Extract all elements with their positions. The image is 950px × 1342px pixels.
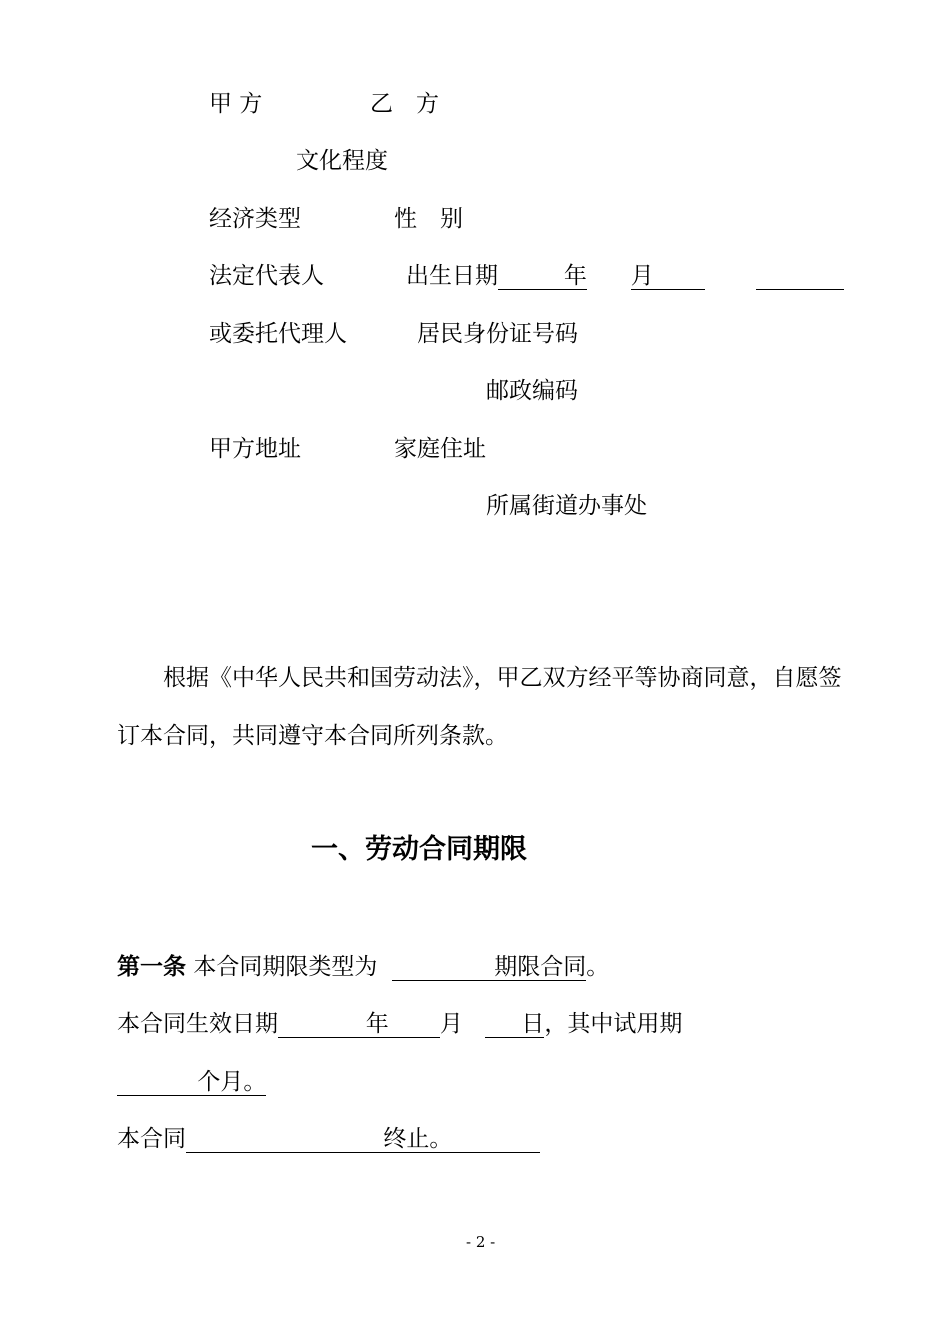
birth-date-label: 出生日期 bbox=[406, 263, 498, 289]
article-1-text: 本合同期限类型为 bbox=[193, 954, 378, 980]
id-number-label: 居民身份证号码 bbox=[417, 321, 578, 347]
birth-month-blank[interactable] bbox=[631, 263, 705, 290]
effective-year-label: 年 bbox=[365, 1011, 389, 1037]
months-label: 个月 bbox=[197, 1069, 244, 1095]
page-number: - 2 - bbox=[466, 1233, 496, 1251]
article-1-line bbox=[117, 953, 609, 981]
preamble-line-2: 订本合同，共同遵守本合同所列条款。 bbox=[117, 723, 508, 749]
preamble-line-1: 根据《中华人民共和国劳动法》，甲乙双方经平等协商同意，自愿签 bbox=[163, 665, 842, 691]
effective-date-line bbox=[117, 1010, 682, 1038]
economic-type-label: 经济类型 bbox=[209, 206, 301, 232]
article-1-label: 第一条 bbox=[117, 953, 186, 980]
effective-day-blank[interactable] bbox=[485, 1011, 545, 1038]
months-period: 。 bbox=[243, 1069, 267, 1095]
party-a-address-label: 甲方地址 bbox=[209, 436, 301, 462]
terminate-label: 终止。 bbox=[383, 1126, 453, 1152]
gender-label: 性 别 bbox=[394, 206, 463, 232]
contract-type-blank[interactable] bbox=[392, 954, 586, 981]
period-mark: 。 bbox=[586, 954, 610, 980]
section-heading: 一、劳动合同期限 bbox=[311, 834, 527, 865]
birth-month-label: 月 bbox=[630, 263, 654, 289]
party-b-label: 乙 方 bbox=[370, 91, 439, 117]
termination-blank[interactable] bbox=[186, 1126, 540, 1153]
legal-rep-label: 法定代表人 bbox=[209, 263, 324, 289]
effective-day-label: 日 bbox=[521, 1011, 545, 1037]
effective-year-blank[interactable] bbox=[278, 1011, 440, 1038]
probation-label: ，其中试用期 bbox=[544, 1011, 683, 1037]
termination-line bbox=[117, 1125, 540, 1153]
probation-months-blank[interactable] bbox=[117, 1069, 266, 1096]
party-a-label: 甲 方 bbox=[209, 91, 263, 117]
home-address-label: 家庭住址 bbox=[394, 436, 486, 462]
postal-code-label: 邮政编码 bbox=[486, 378, 578, 404]
birth-date-field bbox=[406, 262, 844, 290]
birth-year-blank[interactable] bbox=[498, 263, 587, 290]
contract-prefix: 本合同 bbox=[117, 1126, 186, 1152]
contract-type-suffix: 期限合同 bbox=[494, 954, 587, 980]
effective-month-label: 月 bbox=[439, 1011, 463, 1037]
effective-date-label: 本合同生效日期 bbox=[117, 1011, 278, 1037]
birth-year-label: 年 bbox=[563, 263, 587, 289]
proxy-label: 或委托代理人 bbox=[209, 321, 347, 347]
street-office-label: 所属街道办事处 bbox=[486, 493, 647, 519]
birth-day-blank[interactable] bbox=[756, 263, 844, 290]
probation-months-line bbox=[117, 1068, 266, 1096]
education-label: 文化程度 bbox=[296, 148, 388, 174]
